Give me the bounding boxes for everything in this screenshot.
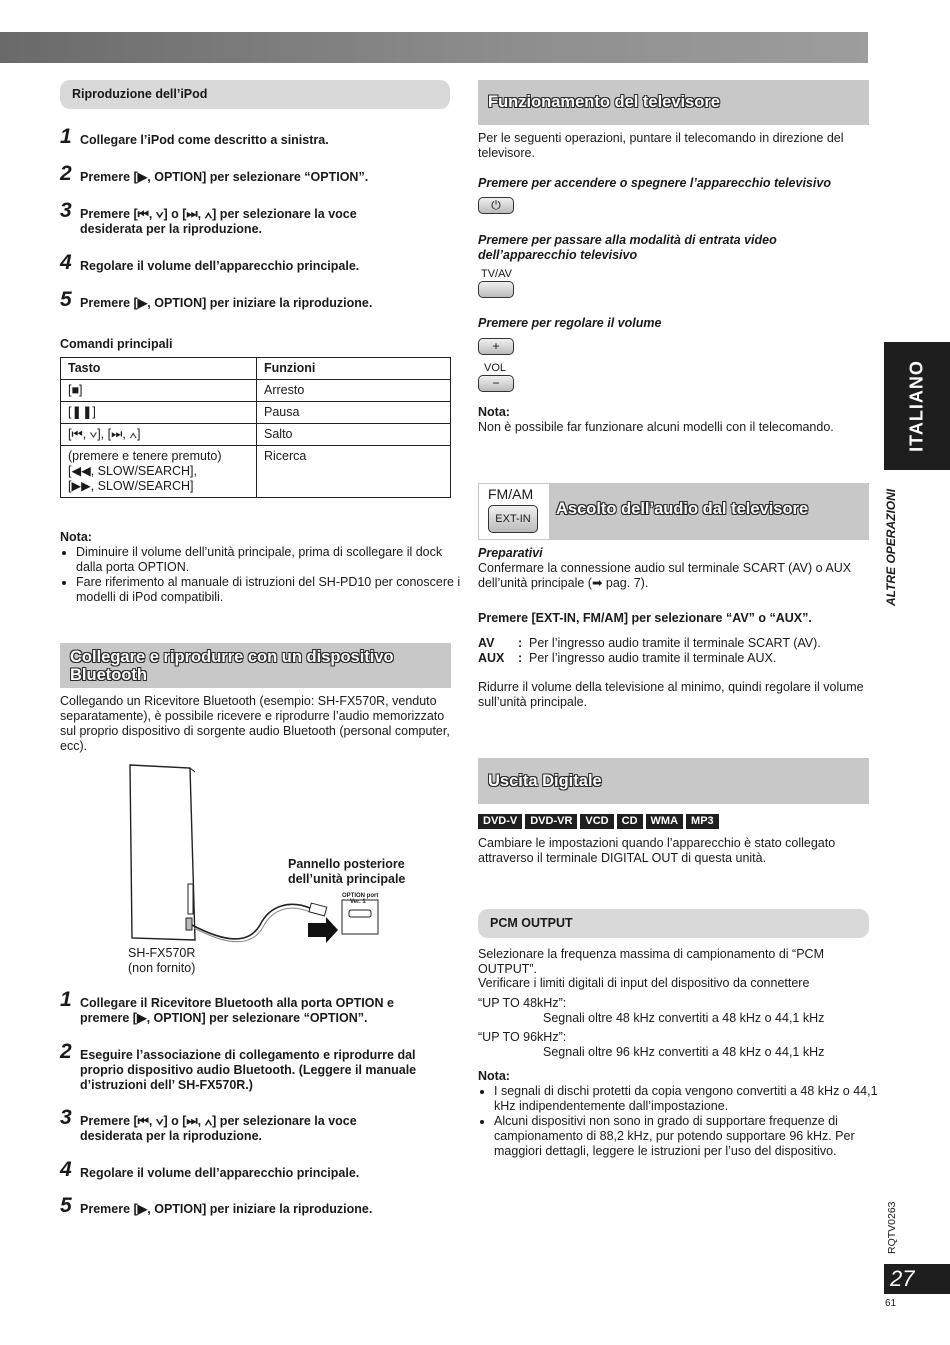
step-text: Premere [▶, OPTION] per selezionare “OPTION”. bbox=[80, 170, 369, 184]
digital-heading: Uscita Digitale bbox=[488, 772, 602, 790]
header-bar bbox=[0, 32, 868, 63]
table-row bbox=[61, 380, 451, 402]
plus-icon: + bbox=[492, 339, 500, 353]
figure-device-label: SH-FX570R (non fornito) bbox=[128, 946, 196, 975]
table-cell: Ricerca bbox=[257, 446, 451, 498]
ipod-note-list bbox=[60, 545, 471, 605]
step-number: 3 bbox=[60, 1106, 72, 1129]
pcm-text-2: Verificare i limiti digitali di input del dispositivo da connettere bbox=[478, 976, 810, 990]
step-text: Regolare il volume dell’apparecchio principale. bbox=[80, 1166, 360, 1180]
media-badges bbox=[478, 813, 722, 829]
av-value: Per l’ingresso audio tramite il terminale SCART (AV). bbox=[529, 636, 821, 650]
page-subnumber: 61 bbox=[885, 1298, 897, 1309]
ipod-note-label: Nota: bbox=[60, 530, 92, 544]
tv-note-text: Non è possibile far funzionare alcuni modelli con il telecomando. bbox=[478, 420, 834, 434]
commands-title: Comandi principali bbox=[60, 337, 173, 351]
tv-volume-instruction: Premere per regolare il volume bbox=[478, 316, 662, 330]
step-number: 3 bbox=[60, 199, 72, 222]
fmam-label: FM/AM bbox=[488, 486, 534, 502]
step-number: 4 bbox=[60, 251, 72, 274]
pcm-note-list bbox=[478, 1084, 884, 1159]
commands-table bbox=[60, 357, 451, 498]
badge-vcd: VCD bbox=[580, 814, 613, 829]
step-text: Eseguire l’associazione di collegamento e riprodurre dal proprio dispositivo audio Bluetooth. (Leggere il manuale d’istruzioni dell’ SH-FX570R.) bbox=[80, 1048, 417, 1092]
bluetooth-heading: Collegare e riprodurre con un dispositivo Bluetooth bbox=[70, 648, 394, 684]
section-label: ALTRE OPERAZIONI bbox=[884, 488, 898, 606]
table-header-cell: Tasto bbox=[61, 358, 257, 380]
pcm-text-1: Selezionare la frequenza massima di campionamento di “PCM OUTPUT”. bbox=[478, 947, 824, 976]
step-number: 4 bbox=[60, 1158, 72, 1181]
extin-label: EXT-IN bbox=[495, 513, 531, 525]
language-tab-label: ITALIANO bbox=[906, 360, 927, 452]
vol-label: VOL bbox=[484, 362, 507, 374]
language-tab bbox=[884, 342, 950, 470]
tv-power-instruction: Premere per accendere o spegnere l’apparecchio televisivo bbox=[478, 176, 831, 190]
reduce-volume-text: Ridurre il volume della televisione al minimo, quindi regolare il volume sull’unità principale. bbox=[478, 680, 864, 709]
figure-panel-label: Pannello posteriore dell’unità principale bbox=[288, 857, 406, 886]
step-text: Premere [⏮, ∨] o [⏭, ∧] per selezionare la voce desiderata per la riproduzione. bbox=[80, 1114, 357, 1143]
volume-up-button-illustration bbox=[478, 338, 514, 355]
step-text: Collegare l’iPod come descritto a sinistra. bbox=[80, 133, 329, 147]
extin-button-illustration bbox=[488, 505, 538, 533]
av-colon: : bbox=[518, 636, 523, 650]
bluetooth-intro: Collegando un Ricevitore Bluetooth (esempio: SH-FX570R, venduto separatamente), è possibile ricevere e riprodurre l’audio memorizzato sul proprio dispositivo di sorgente audio Bluetooth (personal computer, ecc). bbox=[60, 694, 450, 753]
badge-dvd-vr: DVD-VR bbox=[525, 814, 577, 829]
up48-text: Segnali oltre 48 kHz convertiti a 48 kHz o 44,1 kHz bbox=[543, 1011, 825, 1025]
badge-mp3: MP3 bbox=[686, 814, 719, 829]
list-item: • Alcuni dispositivi non sono in grado di supportare frequenze di campionamento di 88,2 kHz, pur potendo supportare 96 kHz. Per maggiori dettagli, leggere le istruzioni per l’uso del dispositivo. bbox=[494, 1114, 884, 1159]
table-header-row bbox=[61, 358, 451, 380]
tv-note-label: Nota: bbox=[478, 405, 510, 419]
extin-instruction: Premere [EXT-IN, FM/AM] per selezionare “AV” o “AUX”. bbox=[478, 611, 812, 625]
step-text: Premere [▶, OPTION] per iniziare la riproduzione. bbox=[80, 296, 373, 310]
tv-input-instruction: Premere per passare alla modalità di entrata video dell’apparecchio televisivo bbox=[478, 233, 777, 262]
step-number: 2 bbox=[60, 162, 72, 185]
volume-down-button-illustration bbox=[478, 375, 514, 392]
badge-wma: WMA bbox=[646, 814, 684, 829]
ipod-section-title: Riproduzione dell’iPod bbox=[72, 87, 208, 101]
aux-value: Per l’ingresso audio tramite il terminale AUX. bbox=[529, 651, 777, 665]
figure-port-label: OPTION port bbox=[342, 893, 379, 899]
step-number: 1 bbox=[60, 125, 72, 148]
fmam-extin-illustration bbox=[479, 484, 549, 539]
step-number: 2 bbox=[60, 1040, 72, 1063]
table-cell: [⏮, ∨], [⏭, ∧] bbox=[61, 424, 257, 446]
up96-text: Segnali oltre 96 kHz convertiti a 48 kHz o 44,1 kHz bbox=[543, 1045, 825, 1059]
table-row bbox=[61, 424, 451, 446]
bluetooth-heading-box bbox=[60, 643, 451, 688]
step-text: Regolare il volume dell’apparecchio principale. bbox=[80, 259, 360, 273]
list-item: • Fare riferimento al manuale di istruzioni del SH-PD10 per conoscere i modelli di iPod compatibili. bbox=[76, 575, 471, 605]
aux-colon: : bbox=[518, 651, 523, 665]
digital-text: Cambiare le impostazioni quando l’apparecchio è stato collegato attraverso il terminale DIGITAL OUT di questa unità. bbox=[478, 836, 836, 865]
step-text: Premere [▶, OPTION] per iniziare la riproduzione. bbox=[80, 1202, 373, 1216]
tv-heading: Funzionamento del televisore bbox=[488, 93, 720, 111]
up96-label: “UP TO 96kHz”: bbox=[478, 1030, 567, 1044]
page-number: 27 bbox=[890, 1266, 915, 1291]
tvav-label: TV/AV bbox=[481, 268, 512, 280]
ipod-section-pill bbox=[60, 80, 450, 109]
step-text: Collegare il Ricevitore Bluetooth alla porta OPTION e premere [▶, OPTION] per selezionare “OPTION”. bbox=[80, 996, 394, 1025]
badge-cd: CD bbox=[617, 814, 643, 829]
table-cell: [❚❚] bbox=[61, 402, 257, 424]
digital-heading-box bbox=[478, 758, 869, 804]
tv-heading-box bbox=[478, 80, 869, 125]
figure-port-version: Ver. 1 bbox=[350, 899, 366, 905]
step-number: 5 bbox=[60, 1194, 72, 1217]
prep-text: Confermare la connessione audio sul terminale SCART (AV) o AUX dell’unità principale (➡ pag. 7). bbox=[478, 561, 852, 590]
table-cell: (premere e tenere premuto) [◀◀, SLOW/SEARCH], [▶▶, SLOW/SEARCH] bbox=[61, 446, 257, 498]
av-key: AV bbox=[478, 636, 495, 650]
pcm-note-label: Nota: bbox=[478, 1069, 510, 1083]
table-row bbox=[61, 402, 451, 424]
audio-heading: Ascolto dell’audio dal televisore bbox=[556, 500, 809, 518]
list-item: • Diminuire il volume dell’unità principale, prima di scollegare il dock dalla porta OPTION. bbox=[76, 545, 471, 575]
power-button-illustration bbox=[478, 197, 514, 214]
minus-icon: − bbox=[492, 376, 500, 390]
table-cell: Salto bbox=[257, 424, 451, 446]
table-cell: Pausa bbox=[257, 402, 451, 424]
pcm-title: PCM OUTPUT bbox=[490, 916, 573, 930]
badge-dvd-v: DVD-V bbox=[478, 814, 522, 829]
page-number-box bbox=[884, 1264, 950, 1294]
aux-key: AUX bbox=[478, 651, 505, 665]
step-text: Premere [⏮, ∨] o [⏭, ∧] per selezionare la voce desiderata per la riproduzione. bbox=[80, 207, 357, 236]
doc-code: RQTV0263 bbox=[886, 1201, 898, 1254]
tv-intro: Per le seguenti operazioni, puntare il telecomando in direzione del televisore. bbox=[478, 131, 844, 160]
step-number: 5 bbox=[60, 288, 72, 311]
up48-label: “UP TO 48kHz”: bbox=[478, 996, 567, 1010]
pcm-pill bbox=[478, 909, 869, 938]
power-icon: ⏻ bbox=[491, 198, 501, 212]
table-cell: [■] bbox=[61, 380, 257, 402]
list-item: • I segnali di dischi protetti da copia vengono convertiti a 48 kHz o 44,1 kHz indipendentemente dall’impostazione. bbox=[494, 1084, 884, 1114]
prep-label: Preparativi bbox=[478, 546, 543, 560]
table-row bbox=[61, 446, 451, 498]
table-header-cell: Funzioni bbox=[257, 358, 451, 380]
table-cell: Arresto bbox=[257, 380, 451, 402]
tvav-button-illustration bbox=[478, 281, 514, 298]
step-number: 1 bbox=[60, 988, 72, 1011]
